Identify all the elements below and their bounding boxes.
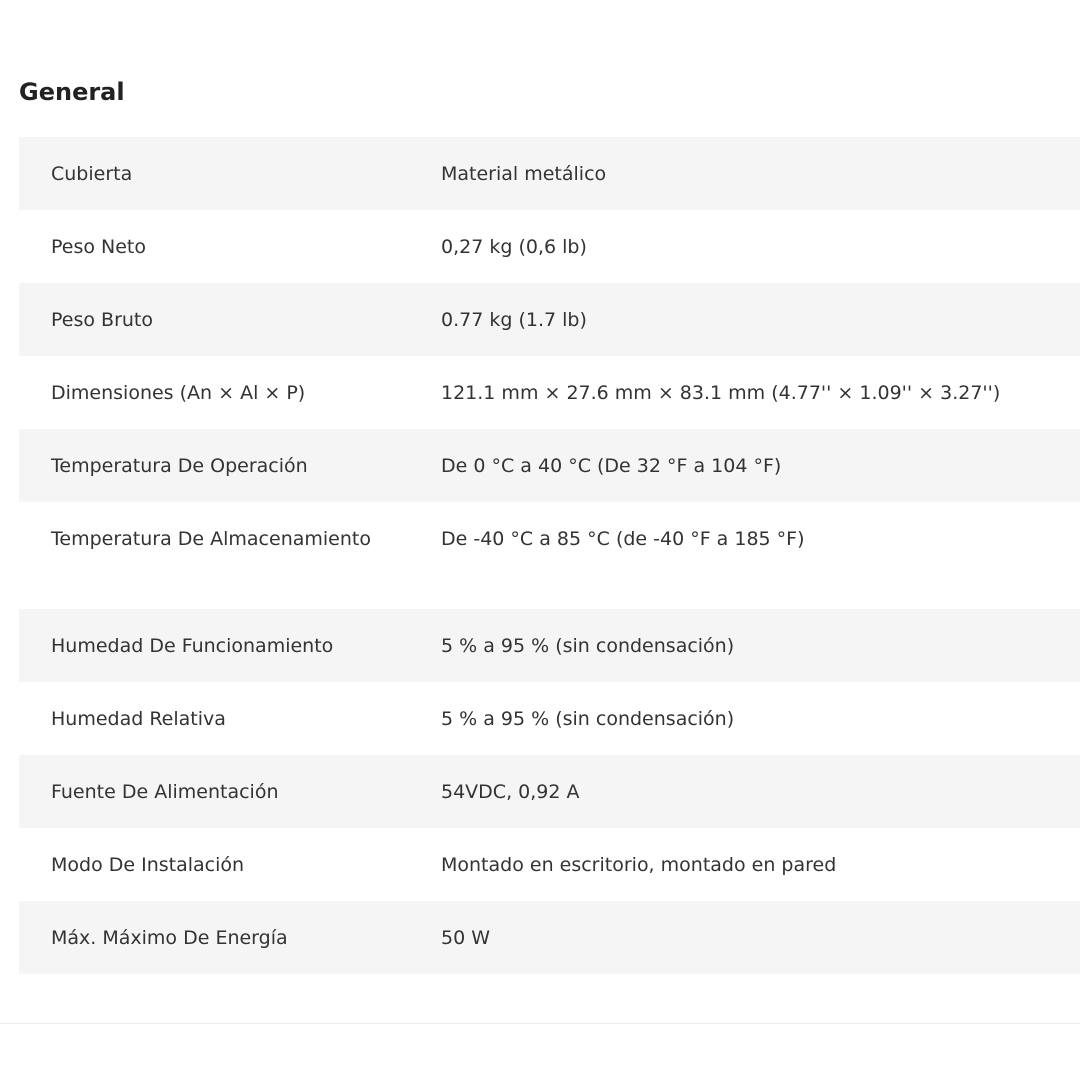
spec-label: Temperatura De Operación xyxy=(51,455,308,477)
spec-row-humedad-relativa xyxy=(19,682,1080,755)
spec-row-humedad-funcionamiento xyxy=(19,609,1080,682)
spec-row-temperatura-operacion xyxy=(19,429,1080,502)
spec-row-dimensiones xyxy=(19,356,1080,429)
spec-label: Temperatura De Almacenamiento xyxy=(51,528,371,550)
spec-label: Peso Bruto xyxy=(51,309,153,331)
spec-value: 121.1 mm × 27.6 mm × 83.1 mm (4.77'' × 1.09'' × 3.27'') xyxy=(441,382,1001,404)
spec-label: Máx. Máximo De Energía xyxy=(51,927,288,949)
section-title: General xyxy=(19,78,125,106)
spec-row-fuente-alimentacion xyxy=(19,755,1080,828)
spec-row-peso-neto xyxy=(19,210,1080,283)
spec-value: 5 % a 95 % (sin condensación) xyxy=(441,708,735,730)
spec-value: 5 % a 95 % (sin condensación) xyxy=(441,635,735,657)
spec-label: Humedad Relativa xyxy=(51,708,226,730)
spec-label: Modo De Instalación xyxy=(51,854,245,876)
spec-row-modo-instalacion xyxy=(19,828,1080,901)
spec-label: Fuente De Alimentación xyxy=(51,781,279,803)
spec-value: Montado en escritorio, montado en pared xyxy=(441,854,837,876)
spec-label: Peso Neto xyxy=(51,236,147,258)
spec-label: Cubierta xyxy=(51,163,133,185)
spec-label: Dimensiones (An × Al × P) xyxy=(51,382,306,404)
spec-value: 54VDC, 0,92 A xyxy=(441,781,580,803)
spec-value: 50 W xyxy=(441,927,491,949)
spec-value: 0.77 kg (1.7 lb) xyxy=(441,309,587,331)
spec-value: Material metálico xyxy=(441,163,607,185)
spec-value: De -40 °C a 85 °C (de -40 °F a 185 °F) xyxy=(441,528,805,550)
spec-row-cubierta xyxy=(19,137,1080,210)
spec-value: 0,27 kg (0,6 lb) xyxy=(441,236,587,258)
spec-row-maximo-energia xyxy=(19,901,1080,974)
spec-row-temperatura-almacenamiento xyxy=(19,502,1080,609)
spec-label: Humedad De Funcionamiento xyxy=(51,635,334,657)
bottom-divider xyxy=(0,1023,1080,1024)
spec-value: De 0 °C a 40 °C (De 32 °F a 104 °F) xyxy=(441,455,782,477)
spec-table xyxy=(19,137,1080,974)
spec-row-peso-bruto xyxy=(19,283,1080,356)
